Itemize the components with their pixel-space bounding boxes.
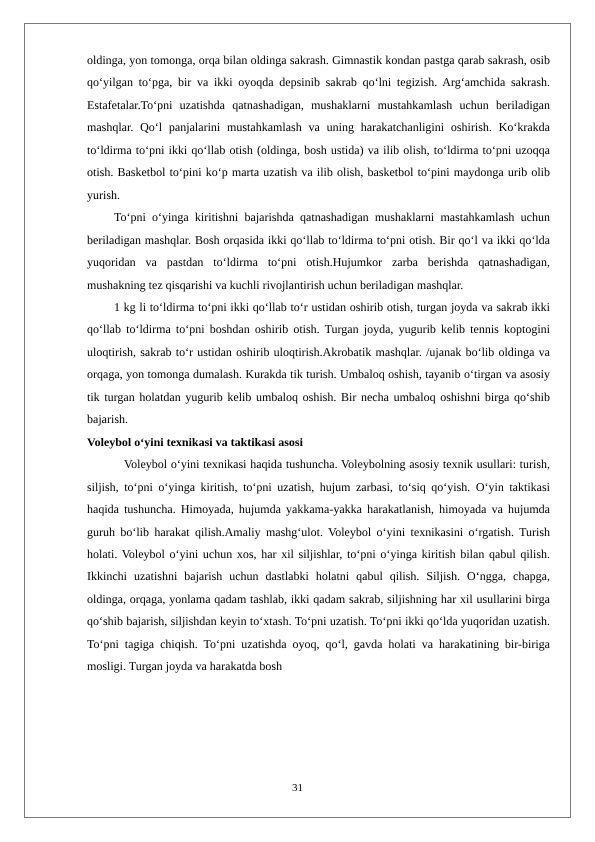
page-number: 31 [292, 782, 303, 794]
document-body [87, 49, 550, 678]
paragraph-volleyball-technique: Voleybol o‘yini texnikasi haqida tushuncha. Voleybolning asosiy texnik usullari: turish, siljish, to‘pni o‘yinga kiritish, to‘pni uzatish, hujum zarbasi, to‘siq qo‘yish. O‘yin taktikasi haqida tushuncha. Himoyada, hujumda yakkama-yakka harakatlanish, himoyada va hujumda guruh bo‘lib harakat qilish.Amaliy mashg‘ulot. Voleybol o‘yini texnikasini o‘rgatish. Turish holati. Voleybol o‘yini uchun xos, har xil siljishlar, to‘pni o‘yinga kiritish bilan qabul qilish. Ikkinchi uzatishni bajarish uchun dastlabki holatni qabul qilish. Siljish. O‘ngga, chapga, oldinga, orqaga, yonlama qadam tashlab, ikki qadam sakrab, siljishning har xil usullarini birga qo‘shib bajarish, siljishdan keyin to‘xtash. To‘pni uzatish. To‘pni ikki qo‘lda yuqoridan uzatish. To‘pni tagiga chiqish. To‘pni uzatishda oyoq, qo‘l, gavda holati va harakatining bir-biriga mosligi. Turgan joyda va harakatda bosh [87, 457, 550, 674]
section-heading: Voleybol o‘yini texnikasi va taktikasi asosi [87, 434, 303, 449]
paragraph-medicine-ball-acrobatics: 1 kg li to‘ldirma to‘pni ikki qo‘llab to‘r ustidan oshirib otish, turgan joyda va sakrab ikki qo‘llab to‘ldirma to‘pni boshdan oshirib otish. Turgan joyda, yugurib kelib tennis koptogini uloqtirish, sakrab to‘r ustidan oshirib uloqtirish.Akrobatik mashqlar. /ujanak bo‘lib oldinga va orqaga, yon tomonga dumalash. Kurakda tik turish. Umbaloq oshish, tayanib o‘tirgan va asosiy tik turgan holatdan yugurib kelib umbaloq oshish. Bir necha umbaloq oshishni birga qo‘shib bajarish. [87, 299, 550, 427]
paragraph-serve-exercises: To‘pni o‘yinga kiritishni bajarishda qatnashadigan mushaklarni mastahkamlash uchun beriladigan mashqlar. Bosh orqasida ikki qo‘llab to‘ldirma to‘pni otish. Bir qo‘l va ikki qo‘lda yuqoridan va pastdan to‘ldirma to‘pni otish.Hujumkor zarba berishda qatnashadigan, mushakning tez qisqarishi va kuchli rivojlantirish uchun beriladigan mashqlar. [87, 210, 550, 292]
paragraph-exercises-continuation: oldinga, yon tomonga, orqa bilan oldinga sakrash. Gimnastik kondan pastga qarab sakrash, osib qo‘yilgan to‘pga, bir va ikki oyoqda depsinib sakrab qo‘lni tegizish. Arg‘amchida sakrash. Estafetalar.To‘pni uzatishda qatnashadigan, mushaklarni mustahkamlash uchun beriladigan mashqlar. Qo‘l panjalarini mustahkamlash va uning harakatchanligini oshirish. Ko‘krakda to‘ldirma to‘pni ikki qo‘llab otish (oldinga, bosh ustida) va ilib olish, to‘ldirma to‘pni uzoqqa otish. Basketbol to‘pini ko‘p marta uzatish va ilib olish, basketbol to‘pini maydonga urib olib yurish. [87, 53, 550, 202]
